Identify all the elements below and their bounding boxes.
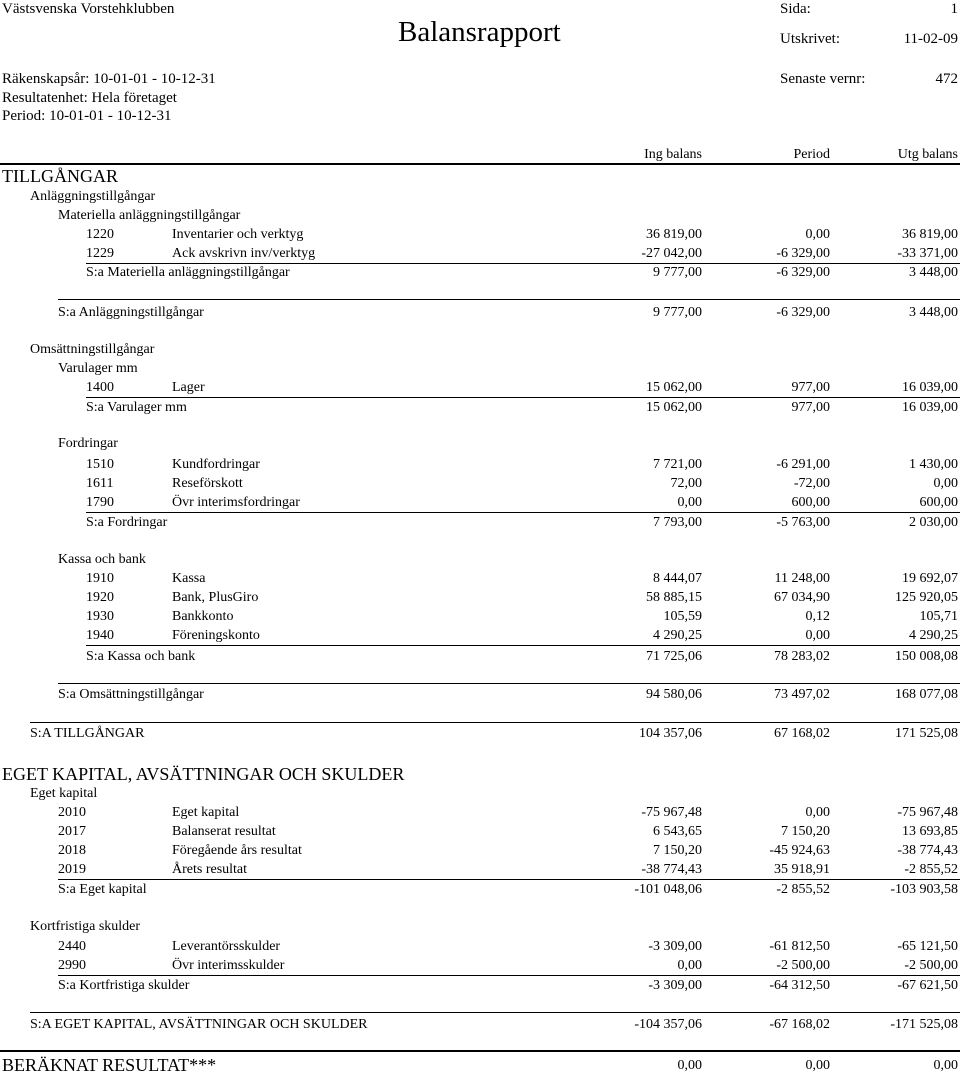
- period-value: 67 034,90: [774, 590, 830, 605]
- sum-label: S:a Varulager mm: [86, 400, 187, 415]
- account-number: 1910: [86, 571, 114, 586]
- period-value: -45 924,63: [769, 843, 830, 858]
- account-name: Balanserat resultat: [172, 824, 276, 839]
- account-name: Övr interimsskulder: [172, 958, 285, 973]
- ing-balans-value: 72,00: [670, 476, 702, 491]
- utg-balans-value: 3 448,00: [909, 265, 958, 280]
- period-value: 67 168,02: [774, 726, 830, 741]
- ing-balans-value: 9 777,00: [653, 305, 702, 320]
- section-title-tillgangar: TILLGÅNGAR: [2, 166, 118, 186]
- group-title: Omsättningstillgångar: [30, 342, 155, 357]
- printed-date: 11-02-09: [903, 31, 958, 47]
- latest-voucher-label: Senaste vernr:: [780, 71, 866, 87]
- section-title-eget-kapital: EGET KAPITAL, AVSÄTTNINGAR OCH SKULDER: [2, 764, 405, 784]
- subgroup-title: Varulager mm: [58, 361, 138, 376]
- sum-line: [30, 722, 960, 723]
- sum-label: S:A EGET KAPITAL, AVSÄTTNINGAR OCH SKULDER: [30, 1017, 368, 1032]
- utg-balans-value: 150 008,08: [895, 649, 958, 664]
- result-label: BERÄKNAT RESULTAT***: [2, 1055, 217, 1075]
- period-value: -6 329,00: [776, 305, 830, 320]
- account-name: Lager: [172, 380, 205, 395]
- account-name: Kassa: [172, 571, 206, 586]
- account-number: 2019: [58, 862, 86, 877]
- sum-label: S:a Eget kapital: [58, 882, 147, 897]
- ing-balans-value: -38 774,43: [641, 862, 702, 877]
- ing-balans-value: 7 793,00: [653, 515, 702, 530]
- ing-balans-value: 15 062,00: [646, 400, 702, 415]
- account-name: Bank, PlusGiro: [172, 590, 259, 605]
- period-value: -64 312,50: [769, 978, 830, 993]
- organization-name: Västsvenska Vorstehklubben: [2, 1, 175, 17]
- sum-label: S:a Fordringar: [86, 515, 168, 530]
- account-name: Föregående års resultat: [172, 843, 302, 858]
- ing-balans-value: 36 819,00: [646, 227, 702, 242]
- ing-balans-value: -3 309,00: [648, 939, 702, 954]
- period-value: -2 500,00: [776, 958, 830, 973]
- sum-label: S:a Kortfristiga skulder: [58, 978, 190, 993]
- subgroup-title: Fordringar: [58, 436, 118, 451]
- period-value: 0,00: [805, 227, 830, 242]
- period-value: -67 168,02: [769, 1017, 830, 1032]
- ing-balans-value: 7 150,20: [653, 843, 702, 858]
- sum-label: S:A TILLGÅNGAR: [30, 726, 145, 741]
- account-number: 2018: [58, 843, 86, 858]
- column-period: Period: [793, 147, 830, 162]
- utg-balans-value: -38 774,43: [897, 843, 958, 858]
- group-title: Anläggningstillgångar: [30, 189, 156, 204]
- utg-balans-value: -2 855,52: [904, 862, 958, 877]
- period-value: -72,00: [793, 476, 830, 491]
- ing-balans-value: 0,00: [677, 495, 702, 510]
- account-number: 1510: [86, 457, 114, 472]
- period-value: 0,12: [805, 609, 830, 624]
- account-number: 1220: [86, 227, 114, 242]
- ing-balans-value: -104 357,06: [634, 1017, 702, 1032]
- sum-label: S:a Anläggningstillgångar: [58, 305, 204, 320]
- account-name: Kundfordringar: [172, 457, 260, 472]
- account-name: Reseförskott: [172, 476, 243, 491]
- period-value: 600,00: [791, 495, 830, 510]
- utg-balans-value: 125 920,05: [895, 590, 958, 605]
- utg-balans-value: 2 030,00: [909, 515, 958, 530]
- account-number: 2440: [58, 939, 86, 954]
- utg-balans-value: 13 693,85: [902, 824, 958, 839]
- utg-balans-value: -2 500,00: [904, 958, 958, 973]
- fiscal-year: Räkenskapsår: 10-01-01 - 10-12-31: [2, 71, 216, 87]
- period-value: 977,00: [791, 380, 830, 395]
- ing-balans-value: 58 885,15: [646, 590, 702, 605]
- utg-balans-value: -65 121,50: [897, 939, 958, 954]
- period-value: -2 855,52: [776, 882, 830, 897]
- period-value: 0,00: [805, 628, 830, 643]
- ing-balans-value: 105,59: [663, 609, 702, 624]
- ing-balans-value: 15 062,00: [646, 380, 702, 395]
- ing-balans-value: 0,00: [677, 958, 702, 973]
- utg-balans-value: -33 371,00: [897, 246, 958, 261]
- utg-balans-value: 0,00: [933, 1058, 958, 1073]
- header-divider: [0, 163, 960, 165]
- utg-balans-value: -67 621,50: [897, 978, 958, 993]
- period-value: 0,00: [805, 805, 830, 820]
- account-number: 1611: [86, 476, 114, 491]
- period-value: 0,00: [805, 1058, 830, 1073]
- account-number: 2010: [58, 805, 86, 820]
- utg-balans-value: 0,00: [933, 476, 958, 491]
- page-label: Sida:: [780, 1, 811, 17]
- period-value: 7 150,20: [781, 824, 830, 839]
- utg-balans-value: 36 819,00: [902, 227, 958, 242]
- sum-line: [58, 299, 960, 300]
- period-value: 11 248,00: [774, 571, 830, 586]
- period-value: -6 291,00: [776, 457, 830, 472]
- printed-label: Utskrivet:: [780, 31, 840, 47]
- account-number: 1790: [86, 495, 114, 510]
- ing-balans-value: 7 721,00: [653, 457, 702, 472]
- account-number: 1940: [86, 628, 114, 643]
- latest-voucher-number: 472: [935, 71, 958, 87]
- period-value: 78 283,02: [774, 649, 830, 664]
- account-number: 2017: [58, 824, 86, 839]
- sum-label: S:a Materiella anläggningstillgångar: [86, 265, 290, 280]
- utg-balans-value: 4 290,25: [909, 628, 958, 643]
- utg-balans-value: -75 967,48: [897, 805, 958, 820]
- account-number: 1920: [86, 590, 114, 605]
- ing-balans-value: 9 777,00: [653, 265, 702, 280]
- utg-balans-value: 600,00: [919, 495, 958, 510]
- period-value: 35 918,91: [774, 862, 830, 877]
- account-name: Bankkonto: [172, 609, 234, 624]
- utg-balans-value: 3 448,00: [909, 305, 958, 320]
- result-unit: Resultatenhet: Hela företaget: [2, 90, 177, 106]
- subgroup-title: Materiella anläggningstillgångar: [58, 208, 241, 223]
- ing-balans-value: -75 967,48: [641, 805, 702, 820]
- group-title: Kortfristiga skulder: [30, 919, 141, 934]
- result-divider: [0, 1050, 960, 1052]
- account-name: Eget kapital: [172, 805, 240, 820]
- column-ing-balans: Ing balans: [644, 147, 702, 162]
- account-name: Föreningskonto: [172, 628, 260, 643]
- account-name: Ack avskrivn inv/verktyg: [172, 246, 316, 261]
- sum-line: [58, 683, 960, 684]
- ing-balans-value: 104 357,06: [639, 726, 702, 741]
- sum-line: [58, 879, 960, 880]
- group-title: Eget kapital: [30, 786, 98, 801]
- ing-balans-value: 94 580,06: [646, 687, 702, 702]
- ing-balans-value: 4 290,25: [653, 628, 702, 643]
- period-value: 73 497,02: [774, 687, 830, 702]
- period: Period: 10-01-01 - 10-12-31: [2, 108, 172, 124]
- ing-balans-value: -27 042,00: [641, 246, 702, 261]
- ing-balans-value: 0,00: [677, 1058, 702, 1073]
- utg-balans-value: -103 903,58: [890, 882, 958, 897]
- sum-line: [86, 512, 960, 513]
- sum-label: S:a Omsättningstillgångar: [58, 687, 204, 702]
- ing-balans-value: 6 543,65: [653, 824, 702, 839]
- ing-balans-value: -3 309,00: [648, 978, 702, 993]
- account-number: 1930: [86, 609, 114, 624]
- account-name: Årets resultat: [172, 862, 248, 877]
- ing-balans-value: 8 444,07: [653, 571, 702, 586]
- utg-balans-value: 171 525,08: [895, 726, 958, 741]
- account-number: 2990: [58, 958, 86, 973]
- sum-line: [86, 397, 960, 398]
- ing-balans-value: -101 048,06: [634, 882, 702, 897]
- account-number: 1400: [86, 380, 114, 395]
- sum-line: [86, 645, 960, 646]
- period-value: -5 763,00: [776, 515, 830, 530]
- period-value: 977,00: [791, 400, 830, 415]
- utg-balans-value: 16 039,00: [902, 400, 958, 415]
- utg-balans-value: 16 039,00: [902, 380, 958, 395]
- sum-line: [58, 975, 960, 976]
- column-utg-balans: Utg balans: [897, 147, 958, 162]
- ing-balans-value: 71 725,06: [646, 649, 702, 664]
- account-name: Inventarier och verktyg: [172, 227, 304, 242]
- account-name: Övr interimsfordringar: [172, 495, 300, 510]
- period-value: -61 812,50: [769, 939, 830, 954]
- account-number: 1229: [86, 246, 114, 261]
- sum-label: S:a Kassa och bank: [86, 649, 196, 664]
- subgroup-title: Kassa och bank: [58, 552, 146, 567]
- utg-balans-value: 19 692,07: [902, 571, 958, 586]
- period-value: -6 329,00: [776, 246, 830, 261]
- utg-balans-value: 168 077,08: [895, 687, 958, 702]
- sum-line: [30, 1012, 960, 1013]
- utg-balans-value: -171 525,08: [890, 1017, 958, 1032]
- report-title: Balansrapport: [398, 16, 561, 48]
- utg-balans-value: 105,71: [919, 609, 958, 624]
- utg-balans-value: 1 430,00: [909, 457, 958, 472]
- account-name: Leverantörsskulder: [172, 939, 281, 954]
- page-number: 1: [950, 1, 958, 17]
- period-value: -6 329,00: [776, 265, 830, 280]
- sum-line: [86, 263, 960, 264]
